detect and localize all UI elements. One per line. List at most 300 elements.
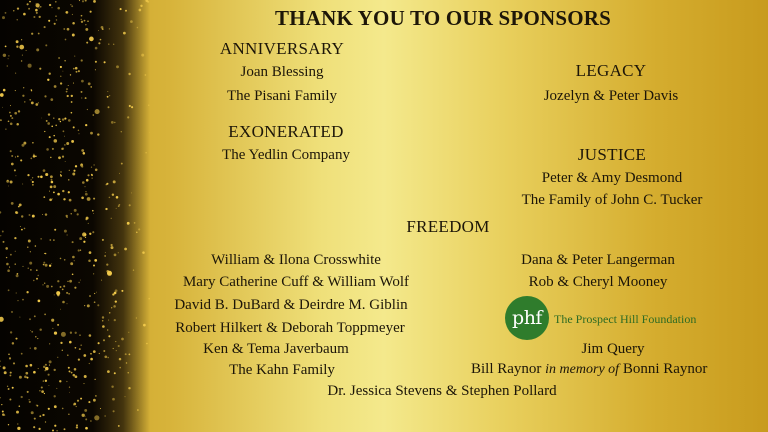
glitter-dot — [48, 385, 49, 386]
glitter-dot — [98, 30, 99, 31]
glitter-dot — [23, 266, 24, 267]
glitter-dot — [36, 48, 39, 51]
glitter-dot — [9, 357, 11, 359]
glitter-dot — [0, 93, 4, 97]
glitter-dot — [13, 10, 14, 11]
glitter-dot — [4, 414, 6, 416]
glitter-dot — [75, 375, 78, 378]
glitter-dot — [67, 28, 70, 31]
glitter-dot — [31, 179, 32, 180]
glitter-dot — [39, 415, 41, 417]
glitter-dot — [54, 294, 55, 295]
glitter-dot — [85, 427, 88, 430]
glitter-dot — [6, 257, 7, 258]
glitter-dot — [113, 410, 115, 412]
glitter-dot — [45, 367, 48, 370]
glitter-dot — [140, 5, 142, 7]
glitter-dot — [60, 258, 62, 260]
glitter-dot — [56, 430, 58, 432]
glitter-dot — [20, 159, 22, 161]
glitter-dot — [82, 414, 85, 417]
glitter-dot — [92, 231, 94, 233]
glitter-dot — [129, 105, 131, 107]
glitter-dot — [103, 339, 105, 341]
glitter-dot — [95, 47, 98, 50]
glitter-dot — [145, 152, 146, 153]
glitter-dot — [27, 377, 29, 379]
glitter-dot — [54, 23, 56, 25]
glitter-dot — [102, 320, 104, 322]
sponsor-name: Jim Query — [581, 341, 645, 357]
glitter-dot — [71, 95, 73, 97]
glitter-dot — [30, 347, 31, 348]
glitter-dot — [108, 106, 110, 108]
page-title: THANK YOU TO OUR SPONSORS — [274, 6, 612, 30]
glitter-dot — [30, 269, 32, 271]
glitter-dot — [10, 331, 12, 333]
glitter-dot — [72, 34, 75, 37]
glitter-dot — [119, 367, 121, 369]
glitter-dot — [104, 61, 106, 63]
glitter-dot — [25, 372, 28, 375]
glitter-dot — [65, 161, 66, 162]
glitter-dot — [94, 293, 95, 294]
glitter-dot — [33, 155, 36, 158]
glitter-dot — [16, 40, 19, 43]
glitter-dot — [49, 239, 51, 241]
glitter-dot — [16, 411, 19, 414]
glitter-dot — [2, 16, 5, 19]
glitter-dot — [60, 171, 61, 172]
glitter-dot — [62, 301, 65, 304]
glitter-dot — [116, 350, 117, 351]
glitter-dot — [37, 176, 39, 178]
glitter-dot — [38, 102, 39, 103]
phf-mark: phf — [512, 307, 542, 329]
glitter-dot — [82, 0, 84, 2]
glitter-dot — [8, 353, 10, 355]
glitter-dot — [58, 118, 60, 120]
glitter-dot — [3, 241, 5, 243]
glitter-dot — [104, 255, 105, 256]
glitter-dot — [21, 353, 23, 355]
glitter-dot — [115, 341, 116, 342]
sponsor-name: The Kahn Family — [229, 362, 335, 378]
glitter-dot — [83, 383, 84, 384]
glitter-dot — [84, 20, 86, 22]
glitter-dot — [69, 341, 72, 344]
glitter-dot — [35, 155, 37, 157]
glitter-dot — [66, 381, 67, 382]
glitter-dot — [68, 191, 70, 193]
glitter-dot — [97, 133, 99, 135]
glitter-dot — [102, 239, 104, 241]
glitter-dot — [137, 409, 139, 411]
sponsor-name: The Family of John C. Tucker — [521, 192, 703, 208]
glitter-dot — [38, 33, 40, 35]
glitter-dot — [89, 233, 91, 235]
glitter-dot — [80, 280, 81, 281]
glitter-dot — [58, 156, 61, 159]
glitter-dot — [93, 399, 96, 402]
glitter-dot — [11, 117, 13, 119]
glitter-dot — [91, 167, 92, 168]
glitter-dot — [60, 174, 61, 175]
glitter-dot — [141, 54, 144, 57]
glitter-dot — [98, 342, 100, 344]
glitter-dot — [111, 307, 112, 308]
glitter-dot — [80, 164, 83, 167]
tier-heading-justice: JUSTICE — [577, 145, 647, 164]
glitter-dot — [67, 95, 69, 97]
glitter-dot — [44, 253, 45, 254]
glitter-dot — [93, 264, 95, 266]
glitter-dot — [123, 32, 126, 35]
glitter-dot — [75, 165, 77, 167]
glitter-dot — [113, 305, 116, 308]
glitter-dot — [42, 414, 44, 416]
glitter-dot — [49, 136, 51, 138]
glitter-dot — [44, 26, 46, 28]
glitter-dot — [51, 286, 53, 288]
glitter-dot — [100, 39, 102, 41]
glitter-dot — [113, 44, 114, 45]
glitter-dot — [105, 252, 106, 253]
glitter-dot — [143, 324, 146, 327]
glitter-dot — [68, 85, 69, 86]
glitter-dot — [49, 198, 52, 201]
glitter-dot — [54, 395, 56, 397]
glitter-dot — [45, 44, 47, 46]
glitter-dot — [33, 426, 35, 428]
glitter-dot — [88, 401, 90, 403]
glitter-dot — [116, 65, 119, 68]
glitter-dot — [8, 424, 9, 425]
glitter-dot — [43, 284, 44, 285]
glitter-dot — [27, 174, 29, 176]
glitter-dot — [17, 156, 19, 158]
glitter-dot — [0, 235, 1, 236]
glitter-dot — [121, 338, 124, 341]
glitter-dot — [121, 290, 123, 292]
glitter-dot — [62, 147, 64, 149]
glitter-dot — [32, 142, 34, 144]
glitter-dot — [66, 216, 68, 218]
sponsor-name: Rob & Cheryl Mooney — [528, 274, 668, 290]
glitter-dot — [64, 428, 66, 430]
glitter-dot — [17, 19, 18, 20]
glitter-dot — [29, 318, 31, 320]
glitter-dot — [22, 144, 25, 147]
glitter-dot — [79, 334, 81, 336]
glitter-dot — [77, 213, 79, 215]
glitter-dot — [86, 179, 89, 182]
glitter-dot — [84, 305, 85, 306]
glitter-dot — [67, 234, 68, 235]
glitter-dot — [2, 411, 4, 413]
glitter-dot — [96, 292, 97, 293]
glitter-dot — [128, 387, 130, 389]
glitter-dot — [29, 1, 31, 3]
sponsor-name: William & Ilona Crosswhite — [211, 252, 381, 268]
glitter-dot — [90, 420, 92, 422]
glitter-dot — [40, 6, 42, 8]
glitter-dot — [52, 148, 54, 150]
glitter-dot — [78, 249, 80, 251]
glitter-dot — [3, 54, 6, 57]
glitter-dot — [148, 298, 150, 300]
glitter-dot — [90, 358, 93, 361]
glitter-dot — [43, 264, 45, 266]
glitter-dot — [131, 106, 133, 108]
glitter-dot — [26, 291, 28, 293]
glitter-dot — [41, 118, 42, 119]
glitter-dot — [80, 398, 82, 400]
glitter-dot — [81, 91, 83, 93]
glitter-dot — [27, 391, 29, 393]
glitter-dot — [89, 334, 92, 337]
glitter-dot — [8, 388, 10, 390]
glitter-dot — [46, 148, 49, 151]
prospect-hill-foundation-logo — [505, 296, 549, 340]
glitter-dot — [139, 9, 142, 12]
glitter-dot — [24, 101, 25, 102]
glitter-dot — [119, 204, 121, 206]
glitter-dot — [31, 411, 34, 414]
glitter-dot — [79, 133, 80, 134]
glitter-dot — [5, 128, 6, 129]
glitter-dot — [57, 357, 58, 358]
glitter-dot — [63, 130, 65, 132]
glitter-dot — [66, 142, 69, 145]
glitter-dot — [48, 113, 50, 115]
glitter-dot — [2, 107, 3, 108]
tier-heading-freedom: FREEDOM — [406, 217, 490, 236]
glitter-dot — [98, 42, 100, 44]
glitter-dot — [74, 56, 75, 57]
glitter-dot — [62, 350, 63, 351]
glitter-dot — [4, 371, 7, 374]
glitter-dot — [31, 33, 33, 35]
glitter-dot — [70, 74, 71, 75]
glitter-dot — [71, 213, 72, 214]
glitter-dot — [118, 425, 120, 427]
glitter-dot — [45, 380, 47, 382]
glitter-dot — [54, 425, 56, 427]
glitter-dot — [79, 0, 80, 1]
glitter-dot — [95, 379, 96, 380]
glitter-dot — [73, 83, 74, 84]
glitter-dot — [34, 418, 36, 420]
glitter-dot — [87, 20, 89, 22]
glitter-dot — [72, 256, 75, 259]
glitter-dot — [7, 65, 8, 66]
glitter-dot — [65, 39, 67, 41]
sponsor-name: Dr. Jessica Stevens & Stephen Pollard — [327, 383, 557, 399]
glitter-dot — [32, 184, 33, 185]
glitter-dot — [93, 114, 95, 116]
glitter-dot — [114, 122, 115, 123]
glitter-dot — [21, 396, 23, 398]
gold-glitter-border — [0, 0, 150, 432]
glitter-dot — [62, 408, 64, 410]
tier-heading-exonerated: EXONERATED — [228, 122, 344, 141]
glitter-dot — [44, 131, 45, 132]
glitter-dot — [69, 170, 70, 171]
glitter-dot — [22, 55, 23, 56]
glitter-dot — [85, 218, 87, 220]
glitter-dot — [107, 91, 108, 92]
glitter-dots — [0, 0, 150, 432]
glitter-dot — [57, 280, 59, 282]
glitter-dot — [38, 428, 40, 430]
glitter-dot — [93, 350, 96, 353]
glitter-dot — [9, 398, 11, 400]
glitter-dot — [100, 408, 101, 409]
glitter-dot — [137, 27, 139, 29]
glitter-dot — [60, 76, 61, 77]
sponsor-name: David B. DuBard & Deirdre M. Giblin — [174, 297, 408, 313]
glitter-dot — [28, 8, 30, 10]
glitter-dot — [78, 358, 80, 360]
glitter-dot — [10, 372, 12, 374]
glitter-dot — [85, 237, 86, 238]
glitter-dot — [94, 415, 99, 420]
glitter-dot — [45, 364, 47, 366]
glitter-dot — [130, 20, 133, 23]
glitter-dot — [87, 197, 91, 201]
glitter-dot — [71, 140, 74, 143]
glitter-dot — [111, 385, 113, 387]
glitter-dot — [17, 273, 19, 275]
glitter-dot — [14, 112, 17, 115]
glitter-dot — [0, 366, 1, 367]
glitter-dot — [124, 248, 127, 251]
glitter-dot — [45, 173, 48, 176]
glitter-dot — [81, 59, 83, 61]
glitter-dot — [32, 181, 34, 183]
glitter-dot — [38, 368, 39, 369]
glitter-dot — [40, 176, 43, 179]
glitter-dot — [52, 198, 53, 199]
glitter-dot — [19, 405, 21, 407]
glitter-dot — [3, 89, 6, 92]
glitter-dot — [72, 273, 74, 275]
glitter-dot — [15, 211, 18, 214]
glitter-dot — [95, 395, 97, 397]
glitter-dot — [114, 292, 117, 295]
glitter-dot — [118, 252, 119, 253]
glitter-dot — [88, 82, 91, 85]
glitter-dot — [10, 122, 13, 125]
glitter-dot — [89, 251, 92, 254]
glitter-dot — [14, 169, 16, 171]
glitter-dot — [64, 230, 67, 233]
glitter-dot — [97, 304, 99, 306]
glitter-dot — [32, 215, 35, 218]
glitter-dot — [64, 259, 66, 261]
glitter-dot — [0, 361, 1, 362]
glitter-dot — [39, 16, 41, 18]
glitter-dot — [85, 97, 87, 99]
glitter-dot — [0, 211, 1, 213]
glitter-dot — [42, 214, 43, 215]
glitter-dot — [142, 251, 145, 254]
sponsor-name: Mary Catherine Cuff & William Wolf — [182, 274, 410, 290]
glitter-dot — [68, 179, 69, 180]
glitter-dot — [59, 380, 61, 382]
glitter-dot — [50, 175, 53, 178]
glitter-dot — [29, 399, 30, 400]
glitter-dot — [70, 4, 71, 5]
glitter-dot — [31, 101, 34, 104]
glitter-dot — [75, 332, 77, 334]
glitter-dot — [72, 173, 75, 176]
glitter-dot — [35, 245, 37, 247]
glitter-dot — [33, 16, 35, 18]
glitter-dot — [63, 198, 65, 200]
glitter-dot — [15, 338, 17, 340]
glitter-dot — [0, 317, 4, 322]
glitter-dot — [54, 85, 57, 88]
glitter-dot — [93, 164, 94, 165]
glitter-dot — [93, 198, 95, 200]
glitter-dot — [19, 376, 22, 379]
glitter-dot — [45, 421, 46, 422]
glitter-dot — [29, 401, 31, 403]
glitter-dot — [9, 112, 11, 114]
glitter-dot — [57, 7, 60, 10]
glitter-dot — [87, 174, 89, 176]
glitter-dot — [127, 116, 129, 118]
glitter-dot — [39, 68, 41, 70]
glitter-dot — [69, 370, 71, 372]
glitter-dot — [73, 374, 76, 377]
glitter-dot — [43, 262, 45, 264]
glitter-dot — [106, 263, 108, 265]
glitter-dot — [125, 396, 126, 397]
sponsor-name: Jozelyn & Peter Davis — [543, 88, 679, 104]
glitter-dot — [95, 169, 98, 172]
glitter-dot — [60, 82, 62, 84]
glitter-dot — [41, 238, 42, 239]
sponsor-name: The Pisani Family — [227, 88, 337, 104]
glitter-dot — [107, 271, 112, 276]
glitter-dot — [128, 332, 129, 333]
glitter-dot — [106, 183, 108, 185]
glitter-dot — [147, 1, 149, 3]
glitter-dot — [69, 392, 70, 393]
glitter-dot — [118, 345, 120, 347]
glitter-dot — [18, 300, 19, 301]
glitter-dot — [81, 98, 82, 99]
glitter-dot — [95, 69, 96, 70]
glitter-dot — [120, 8, 122, 10]
glitter-dot — [109, 312, 111, 314]
glitter-dot — [102, 316, 104, 318]
glitter-dot — [116, 208, 117, 209]
glitter-dot — [86, 42, 88, 44]
glitter-dot — [56, 291, 60, 295]
glitter-dot — [62, 288, 64, 290]
glitter-dot — [17, 427, 20, 430]
glitter-dot — [30, 251, 31, 252]
glitter-dot — [103, 350, 105, 352]
glitter-dot — [66, 91, 68, 93]
glitter-dot — [11, 202, 14, 205]
glitter-dot — [63, 285, 65, 287]
glitter-dot — [69, 280, 72, 283]
